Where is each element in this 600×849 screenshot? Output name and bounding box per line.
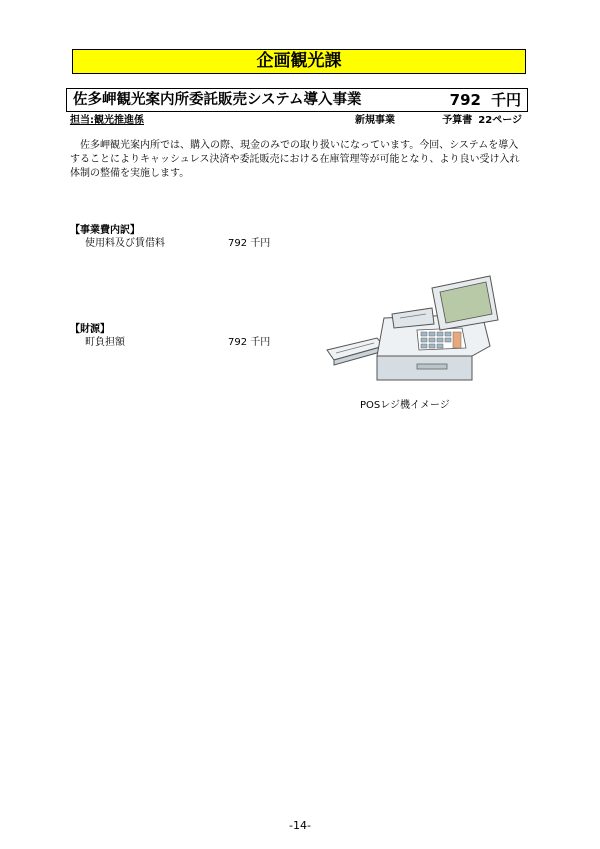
project-description: 佐多岬観光案内所では、購入の際、現金のみでの取り扱いになっています。今回、システムを導入することによりキャッシュレス決済や委託販売における在庫管理等が可能となり、より良い受け入れ体制の整備を実施します。 <box>70 140 520 179</box>
project-title: 佐多岬観光案内所委託販売システム導入事業 <box>73 92 362 108</box>
pos-register-illustration <box>322 268 522 393</box>
project-amount <box>450 90 521 110</box>
new-project-label: 新規事業 <box>355 115 395 126</box>
image-caption: POSレジ機イメージ <box>360 400 450 411</box>
department-banner: 企画観光課 <box>72 49 526 74</box>
project-header <box>66 88 528 112</box>
cost-item-amount: 792 千円 <box>228 238 271 249</box>
project-amount-value: 792 <box>449 91 481 109</box>
budget-page: 22ページ <box>478 115 522 126</box>
budget-label: 予算書 <box>442 115 473 126</box>
budget-reference <box>442 114 522 128</box>
in-charge-label: 担当:観光推進係 <box>70 115 144 126</box>
cost-item-name: 使用料及び賃借料 <box>85 238 165 249</box>
page-number: -14- <box>289 819 311 832</box>
funding-item-name: 町負担額 <box>85 337 125 348</box>
funding-item-amount: 792 千円 <box>228 337 271 348</box>
cash-register-icon <box>377 276 498 380</box>
project-amount-unit: 千円 <box>490 91 521 109</box>
card-reader-icon <box>327 338 384 365</box>
project-meta <box>70 114 528 128</box>
funding-heading: 【財源】 <box>70 324 110 335</box>
cost-breakdown-heading: 【事業費内訳】 <box>70 225 140 236</box>
